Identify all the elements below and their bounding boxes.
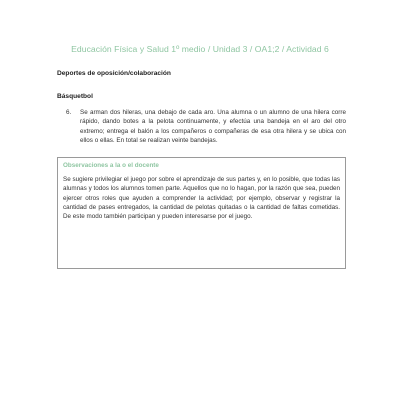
teacher-notes-box	[57, 157, 346, 269]
section-title: Deportes de oposición/colaboración	[57, 70, 171, 77]
activity-item	[66, 108, 346, 145]
subsection-title: Básquetbol	[57, 93, 93, 100]
teacher-notes-text: Se sugiere privilegiar el juego por sobre el aprendizaje de sus partes y, en lo posible, que todas las alumnas y todos los alumnos tomen parte. Aquellos que no lo hagan, por la razón que sea, pueden ejercer otros roles que ayuden a comprender la actividad; por ejemplo, observar y registrar la cantidad de pases entregados, la cantidad de pelotas quitadas o la cantidad de faltas cometidas. De este modo también participan y pueden interesarse por el juego.	[63, 176, 340, 221]
teacher-notes-title: Observaciones a la o el docente	[63, 162, 159, 169]
activity-number: 6.	[66, 109, 72, 116]
activity-description: Se arman dos hileras, una debajo de cada aro. Una alumna o un alumno de una hilera corre rápido, dando botes a la pelota continuamente, y efectúa una bandeja en el aro del otro extremo; entrega el balón a los compañeros o compañeras de esa otra hilera y se ubica con ellos o ellas. En total se realizan veinte bandejas.	[80, 109, 346, 144]
page-header-breadcrumb: Educación Física y Salud 1º medio / Unidad 3 / OA1;2 / Actividad 6	[71, 44, 329, 54]
